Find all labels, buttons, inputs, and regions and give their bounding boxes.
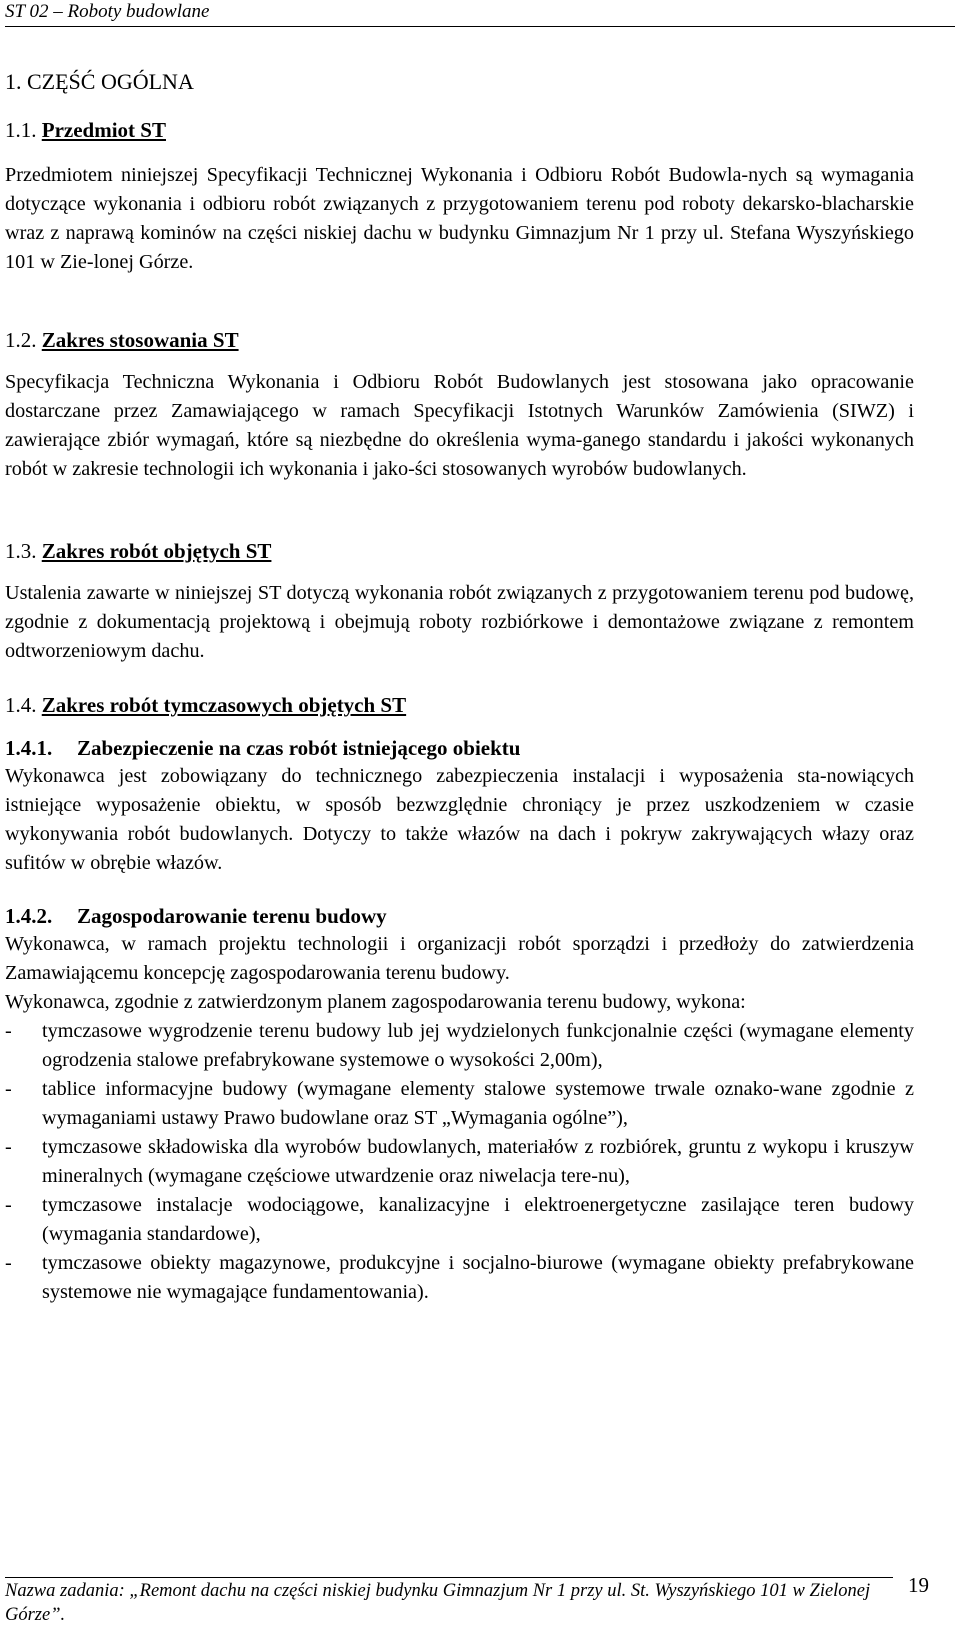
list-item: - tymczasowe wygrodzenie terenu budowy lub jej wydzielonych funkcjonalnie części (wymagane elementy ogrodzenia stalowe prefabrykowane systemowe o wysokości 2,00m), bbox=[5, 1017, 914, 1075]
section-1-2-text: Specyfikacja Techniczna Wykonania i Odbioru Robót Budowlanych jest stosowana jako opracowanie dostarczane przez Zamawiającego w ramach Specyfikacji Istotnych Warunków Zamówienia (SIWZ) i zawierające zbiór wymagań, które są niezbędne do określenia wyma-ganego standardu i jakości wykonanych robót w zakresie technologii ich wykonania i jako-ści stosowanych wyrobów budowlanych. bbox=[5, 371, 914, 480]
page-number: 19 bbox=[908, 1573, 929, 1597]
section-1-4-2-list bbox=[5, 1017, 914, 1307]
list-item: - tymczasowe instalacje wodociągowe, kanalizacyjne i elektroenergetyczne zasilające teren budowy (wymagania standardowe), bbox=[5, 1191, 914, 1249]
section-1-4-1-num: 1.4.1. bbox=[5, 736, 53, 760]
footer-rule bbox=[5, 1577, 893, 1578]
section-1-2-num: 1.2. bbox=[5, 328, 37, 352]
section-1-4-1-title: Zabezpieczenie na czas robót istniejącego obiektu bbox=[77, 736, 521, 760]
list-item: - tymczasowe składowiska dla wyrobów budowlanych, materiałów z rozbiórek, gruntu z wykopu i kruszyw mineralnych (wymagane częściowe utwardzenie oraz niwelacja tere-nu), bbox=[5, 1133, 914, 1191]
section-1-2 bbox=[5, 326, 914, 484]
section-1-1 bbox=[5, 116, 914, 277]
section-1-4-title: Zakres robót tymczasowych objętych ST bbox=[41, 693, 407, 717]
section-1-4 bbox=[5, 691, 914, 719]
section-1-3-num: 1.3. bbox=[5, 539, 37, 563]
section-title: 1. CZĘŚĆ OGÓLNA bbox=[5, 69, 194, 94]
section-1-4-1-heading bbox=[5, 734, 914, 762]
section-1-3-title: Zakres robót objętych ST bbox=[41, 539, 272, 563]
section-1-3-heading bbox=[5, 537, 914, 565]
section-1-1-title: Przedmiot ST bbox=[41, 118, 166, 142]
section-1-4-2-text1: Wykonawca, w ramach projektu technologii i organizacji robót sporządzi i przedłoży do zatwierdzenia Zamawiającemu koncepcję zagospodarowania terenu budowy. bbox=[5, 933, 914, 984]
section-1-4-2-heading bbox=[5, 902, 914, 930]
list-item: - tablice informacyjne budowy (wymagane elementy stalowe systemowe trwale oznako-wane zgodnie z wymaganiami ustawy Prawo budowlane oraz ST „Wymagania ogólne”), bbox=[5, 1075, 914, 1133]
header-title: ST 02 – Roboty budowlane bbox=[5, 1, 210, 22]
section-1-4-2 bbox=[5, 902, 914, 1307]
footer-task-name: Nazwa zadania: „Remont dachu na części niskiej budynku Gimnazjum Nr 1 przy ul. St. Wyszyńskiego 101 w Zielonej Górze”. bbox=[5, 1581, 871, 1625]
list-item: - tymczasowe obiekty magazynowe, produkcyjne i socjalno-biurowe (wymagane obiekty prefabrykowane systemowe nie wymagające fundamentowania). bbox=[5, 1249, 914, 1307]
section-1-3 bbox=[5, 537, 914, 666]
section-1-1-num: 1.1. bbox=[5, 118, 37, 142]
section-1-4-num: 1.4. bbox=[5, 693, 37, 717]
section-1-2-title: Zakres stosowania ST bbox=[41, 328, 239, 352]
page-header bbox=[5, 0, 955, 27]
section-1-4-1 bbox=[5, 734, 914, 878]
section-1-3-text: Ustalenia zawarte w niniejszej ST dotyczą wykonania robót związanych z przygotowaniem terenu pod budowę, zgodnie z dokumentacją projektową i obejmują roboty rozbiórkowe i demontażowe związane z remontem odtworzeniowym dachu. bbox=[5, 582, 914, 662]
section-1-4-2-title: Zagospodarowanie terenu budowy bbox=[77, 904, 387, 928]
section-1-1-heading bbox=[5, 116, 914, 144]
section-1-4-1-text: Wykonawca jest zobowiązany do technicznego zabezpieczenia instalacji i wyposażenia sta-nowiących istniejące wyposażenie obiektu, w sposób bezwzględnie chroniący je przez uszkodzeniem w czasie wykonywania robót budowlanych. Dotyczy to także włazów na dach i pokryw zakrywających włazy oraz sufitów w obrębie włazów. bbox=[5, 765, 914, 874]
section-1-4-2-num: 1.4.2. bbox=[5, 904, 53, 928]
section-1-4-heading bbox=[5, 691, 914, 719]
section-1-1-text: Przedmiotem niniejszej Specyfikacji Technicznej Wykonania i Odbioru Robót Budowla-nych są wymagania dotyczące wykonania i odbioru robót związanych z przygotowaniem terenu pod roboty dekarsko-blacharskie wraz z naprawą kominów na części niskiej dachu w budynku Gimnazjum Nr 1 przy ul. Stefana Wyszyńskiego 101 w Zie-lonej Górze. bbox=[5, 164, 914, 273]
section-1-2-heading bbox=[5, 326, 914, 354]
section-1-4-2-text2: Wykonawca, zgodnie z zatwierdzonym planem zagospodarowania terenu budowy, wykona: bbox=[5, 991, 746, 1013]
